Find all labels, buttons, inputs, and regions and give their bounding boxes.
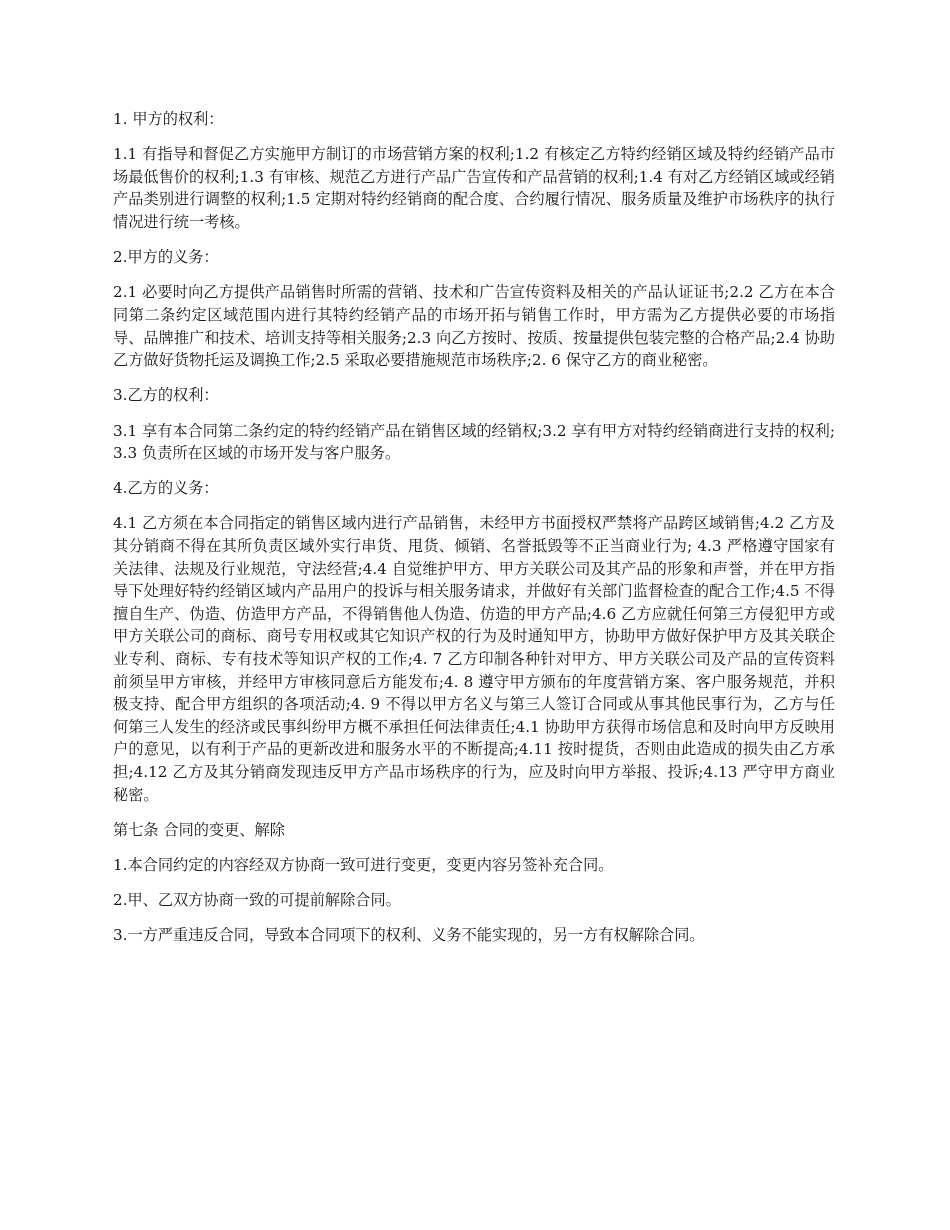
paragraph-change-clause-2: 2.甲、乙双方协商一致的可提前解除合同。 (113, 891, 401, 910)
section-heading-party-a-obligations: 2.甲方的义务： (113, 248, 219, 267)
paragraph-change-clause-3: 3.一方严重违反合同，导致本合同项下的权利、义务不能实现的，另一方有权解除合同。 (113, 926, 705, 945)
section-heading-party-b-rights: 3.乙方的权利： (113, 386, 219, 405)
paragraph-change-clause-1: 1.本合同约定的内容经双方协商一致可进行变更，变更内容另签补充合同。 (113, 855, 614, 874)
paragraph-party-a-obligations: 2.1 必要时向乙方提供产品销售时所需的营销、技术和广告宣传资料及相关的产品认证证书;2.2 乙方在本合同第二条约定区域范围内进行其特约经销产品的市场开拓与销售工作时，甲方需为乙方提供必要的市场指导、品牌推广和技术、培训支持等相关服务;2.3 向乙方按时、按质、按量提供包装完整的合格产品;2.4 协助乙方做好货物托运及调换工作;2.5 采取必要措施规范市场秩序;2. 6 保守乙方的商业秘密。 (113, 283, 835, 370)
paragraph-party-a-rights: 1.1 有指导和督促乙方实施甲方制订的市场营销方案的权利;1.2 有核定乙方特约经销区域及特约经销产品市场最低售价的权利;1.3 有审核、规范乙方进行产品广告宣传和产品营销的权利;1.4 有对乙方经销区域或经销产品类别进行调整的权利;1.5 定期对特约经销商的配合度、合约履行情况、服务质量及维护市场秩序的执行情况进行统一考核。 (113, 145, 835, 231)
document-body (113, 108, 835, 960)
article-heading-change-termination: 第七条 合同的变更、解除 (113, 820, 285, 839)
section-heading-party-a-rights: 1. 甲方的权利： (113, 110, 224, 128)
section-heading-party-b-obligations: 4.乙方的义务： (113, 479, 219, 498)
paragraph-party-b-rights: 3.1 享有本合同第二条约定的特约经销产品在销售区域的经销权;3.2 享有甲方对特约经销商进行支持的权利;3.3 负责所在区域的市场开发与客户服务。 (113, 421, 835, 463)
paragraph-party-b-obligations: 4.1 乙方须在本合同指定的销售区域内进行产品销售，未经甲方书面授权严禁将产品跨区域销售;4.2 乙方及其分销商不得在其所负责区域外实行串货、甩货、倾销、名誉抵毁等不正当商业行为; 4.3 严格遵守国家有关法律、法规及行业规范，守法经营;4.4 自觉维护甲方、甲方关联公司及其产品的形象和声誉，并在甲方指导下处理好特约经销区域内产品用户的投诉与相关服务请求，并做好有关部门监督检查的配合工作;4.5 不得擅自生产、伪造、仿造甲方产品，不得销售他人伪造、仿造的甲方产品;4.6 乙方应就任何第三方侵犯甲方或甲方关联公司的商标、商号专用权或其它知识产权的行为及时通知甲方，协助甲方做好保护甲方及其关联企业专利、商标、专有技术等知识产权的工作;4. 7 乙方印制各种针对甲方、甲方关联公司及产品的宣传资料前须呈甲方审核，并经甲方审核同意后方能发布;4. 8 遵守甲方颁布的年度营销方案、客户服务规范，并积极支持、配合甲方组织的各项活动;4. 9 不得以甲方名义与第三人签订合同或从事其他民事行为，乙方与任何第三人发生的经济或民事纠纷甲方概不承担任何法律责任;4.1 协助甲方获得市场信息和及时向甲方反映用户的意见，以有利于产品的更新改进和服务水平的不断提高;4.11 按时提货，否则由此造成的损失由乙方承担;4.12 乙方及其分销商发现违反甲方产品市场秩序的行为，应及时向甲方举报、投诉;4.13 严守甲方商业秘密。 (113, 514, 835, 804)
